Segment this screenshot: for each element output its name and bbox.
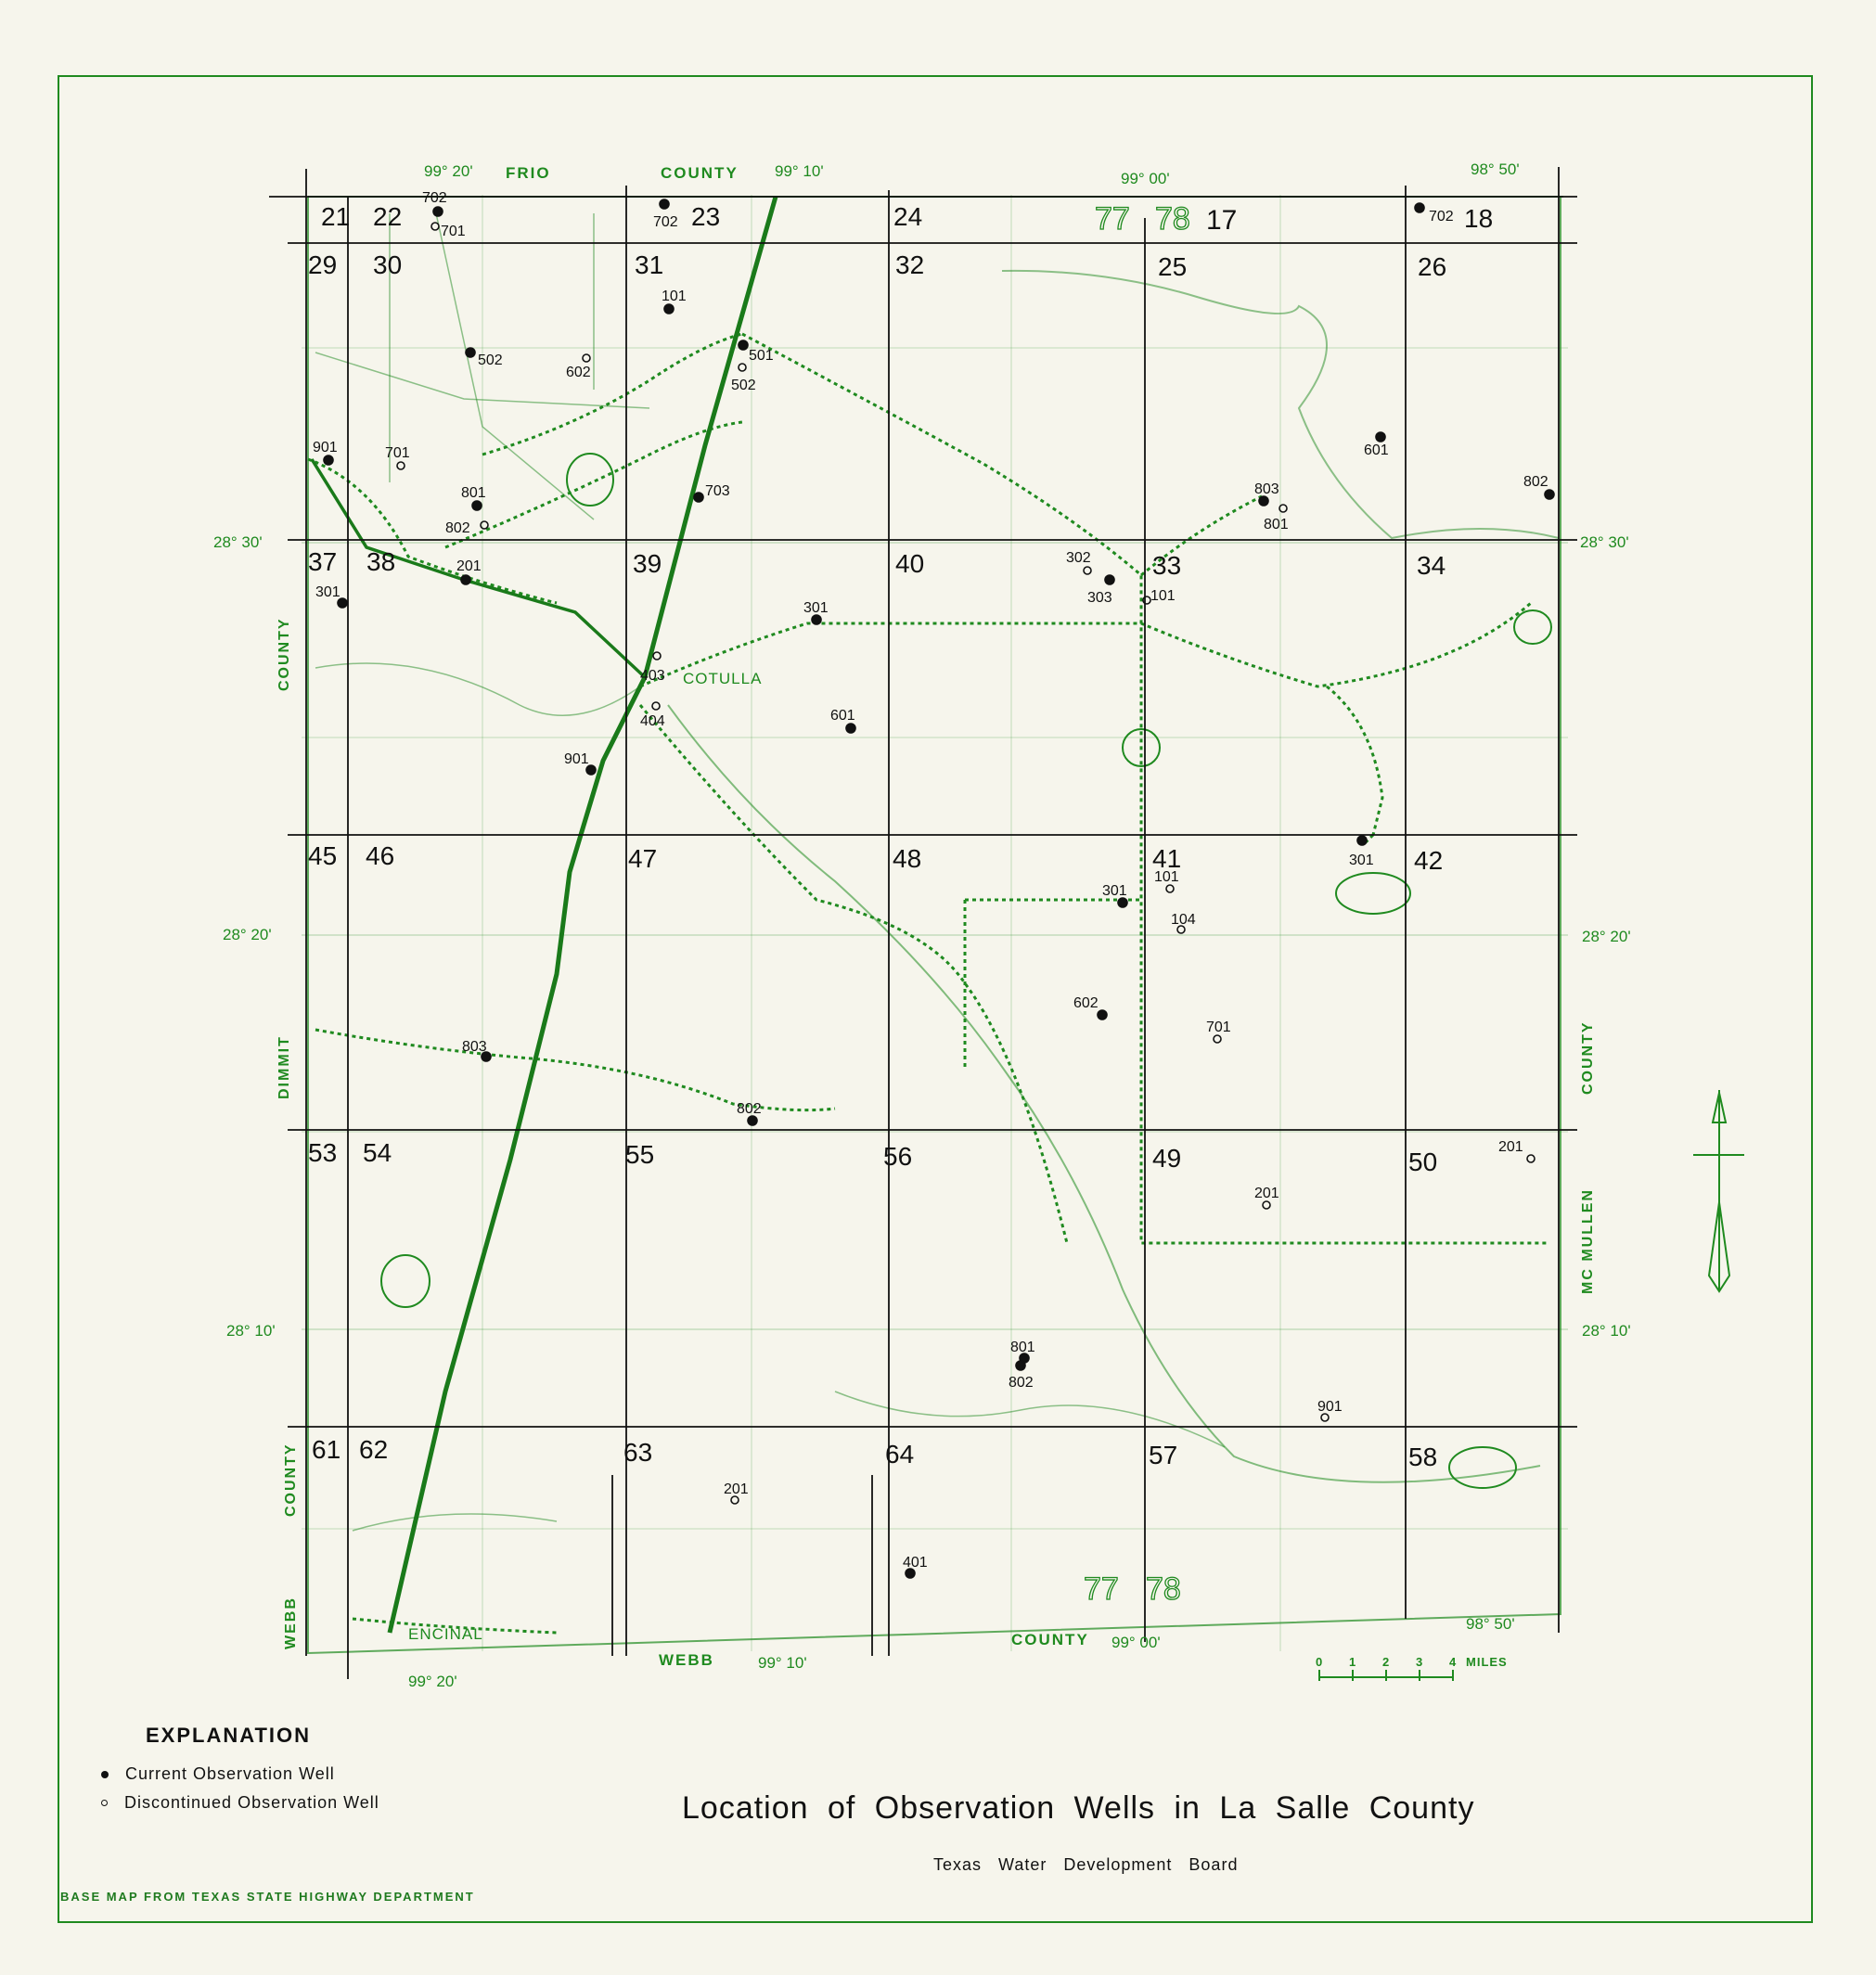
well-number: 501	[749, 348, 774, 364]
county-label-webb: WEBB	[283, 1597, 299, 1649]
scale-bar	[1319, 1670, 1453, 1681]
current-well-marker	[461, 575, 470, 584]
town-label-encinal: ENCINAL	[408, 1625, 483, 1643]
latitude-label: 28° 20'	[1582, 928, 1631, 945]
well-number: 601	[830, 708, 855, 724]
zone-labels	[1084, 201, 1237, 1607]
quad-number: 57	[1149, 1441, 1178, 1469]
latitude-label: 28° 10'	[226, 1322, 276, 1340]
current-well-marker	[660, 199, 669, 209]
quad-number: 34	[1417, 551, 1446, 580]
discontinued-well-marker	[739, 364, 746, 371]
explanation-legend	[124, 1724, 379, 1822]
quad-number: 21	[321, 202, 351, 231]
well-number: 201	[1498, 1139, 1523, 1155]
current-well-marker	[324, 455, 333, 465]
well-number: 104	[1171, 912, 1196, 928]
well-number: 901	[1317, 1399, 1343, 1415]
quad-number: 45	[308, 841, 338, 870]
current-well-marker	[1016, 1361, 1025, 1370]
current-well-marker	[1357, 836, 1367, 845]
current-well-marker	[472, 501, 482, 510]
current-well-marker	[664, 304, 674, 314]
well-number: 701	[1206, 1020, 1231, 1035]
current-well-marker	[846, 724, 855, 733]
county-label-webb: WEBB	[659, 1651, 714, 1669]
quad-number: 47	[628, 844, 658, 873]
well-number: 401	[903, 1555, 928, 1571]
base-map-layer	[302, 195, 1568, 1653]
latitude-label: 28° 30'	[213, 533, 263, 551]
current-well-marker	[1105, 575, 1114, 584]
quad-number: 54	[363, 1138, 392, 1167]
legend-heading: EXPLANATION	[146, 1724, 312, 1747]
well-number: 303	[1087, 590, 1112, 606]
discontinued-well-marker	[1214, 1035, 1221, 1043]
longitude-label: 99° 10'	[758, 1654, 807, 1672]
quad-grid	[269, 167, 1577, 1679]
map-credit: BASE MAP FROM TEXAS STATE HIGHWAY DEPARTMENT	[60, 1890, 475, 1904]
well-number: 404	[640, 713, 665, 729]
quad-number: 55	[625, 1140, 655, 1169]
discontinued-well-icon	[101, 1800, 108, 1806]
discontinued-well-marker	[1166, 885, 1174, 892]
longitude-label: 99° 00'	[1111, 1634, 1161, 1651]
well-number: 101	[662, 289, 687, 304]
quad-number: 46	[366, 841, 395, 870]
well-number: 301	[803, 600, 829, 616]
quad-number: 37	[308, 547, 338, 576]
longitude-label: 99° 10'	[775, 162, 824, 180]
well-number: 801	[461, 485, 486, 501]
well-number: 901	[313, 440, 338, 455]
quad-number: 33	[1152, 551, 1182, 580]
well-number: 301	[1349, 853, 1374, 868]
latitude-label: 28° 20'	[223, 926, 272, 943]
well-number: 101	[1150, 588, 1176, 604]
quad-number: 48	[893, 844, 922, 873]
well-number: 703	[705, 483, 730, 499]
current-well-marker	[1098, 1010, 1107, 1020]
outer-frame	[58, 76, 1812, 1922]
quad-number: 23	[691, 202, 721, 231]
well-number: 801	[1010, 1340, 1035, 1355]
well-number: 803	[462, 1039, 487, 1055]
longitude-label: 99° 20'	[424, 162, 473, 180]
well-number: 901	[564, 751, 589, 767]
well-number: 802	[1009, 1375, 1034, 1391]
longitude-label: 99° 20'	[408, 1673, 457, 1690]
quad-number: 56	[883, 1142, 913, 1171]
quad-number: 49	[1152, 1144, 1182, 1173]
quad-number: 62	[359, 1435, 389, 1464]
zone-label: 78	[1155, 201, 1190, 237]
well-number: 803	[1254, 481, 1279, 497]
current-well-marker	[466, 348, 475, 357]
well-number: 101	[1154, 869, 1179, 885]
well-number: 502	[731, 378, 756, 393]
scale-tick-label: 0	[1316, 1655, 1323, 1669]
quad-number: 50	[1408, 1148, 1438, 1176]
current-well-marker	[739, 340, 748, 350]
discontinued-well-marker	[1263, 1201, 1270, 1209]
legend-discontinued	[124, 1793, 379, 1813]
quad-labels	[308, 202, 1493, 1471]
scale-tick-label: 1	[1349, 1655, 1356, 1669]
well-number: 802	[737, 1101, 762, 1117]
current-well-marker	[1118, 898, 1127, 907]
current-well-marker	[1415, 203, 1424, 212]
map-title: Location of Observation Wells in La Salle County	[682, 1790, 1475, 1826]
discontinued-well-marker	[653, 652, 661, 660]
quad-number: 22	[373, 202, 403, 231]
quad-number: 32	[895, 250, 925, 279]
well-number: 701	[441, 224, 466, 239]
discontinued-well-marker	[1084, 567, 1091, 574]
well-number: 702	[1429, 209, 1454, 224]
legend-current	[125, 1764, 379, 1784]
highway-ih35	[312, 197, 776, 1633]
quad-number: 41	[1152, 844, 1182, 873]
zone-label: 17	[1206, 205, 1238, 236]
county-label: COUNTY	[661, 164, 739, 182]
quad-number: 38	[366, 547, 396, 576]
well-number: 701	[385, 445, 410, 461]
quad-number: 58	[1408, 1443, 1438, 1471]
quad-number: 64	[885, 1440, 915, 1468]
county-label: COUNTY	[276, 617, 292, 691]
wells-layer	[313, 190, 1554, 1578]
current-well-marker	[1259, 496, 1268, 506]
quad-number: 40	[895, 549, 925, 578]
zone-label: 77	[1095, 201, 1130, 237]
quad-number: 30	[373, 250, 403, 279]
county-label: COUNTY	[1580, 1020, 1596, 1095]
well-number: 802	[1523, 474, 1548, 490]
well-number: 702	[653, 214, 678, 230]
county-label-dimmit: DIMMIT	[276, 1035, 292, 1099]
scale-labels	[1316, 1161, 1707, 1669]
well-number: 302	[1066, 550, 1091, 566]
scale-tick-label: 3	[1416, 1655, 1423, 1669]
longitude-label: 98° 50'	[1471, 160, 1520, 178]
discontinued-well-marker	[583, 354, 590, 362]
discontinued-well-marker	[431, 223, 439, 230]
latitude-label: 28° 30'	[1580, 533, 1629, 551]
well-number: 801	[1264, 517, 1289, 532]
county-label-frio: FRIO	[506, 164, 551, 182]
well-number: 403	[640, 668, 665, 684]
well-number: 201	[1254, 1186, 1279, 1201]
well-number: 201	[456, 558, 482, 574]
current-well-marker	[812, 615, 821, 624]
well-number: 601	[1364, 442, 1389, 458]
discontinued-well-marker	[481, 521, 488, 529]
scale-tick-label: 2	[1382, 1655, 1390, 1669]
longitude-label: 98° 50'	[1466, 1615, 1515, 1633]
county-label: COUNTY	[1011, 1631, 1089, 1648]
legend-current-label: Current Observation Well	[125, 1764, 335, 1783]
north-arrow-icon	[1693, 1090, 1744, 1291]
well-number: 301	[315, 584, 341, 600]
legend-discontinued-label: Discontinued Observation Well	[124, 1793, 379, 1812]
county-label-mcmullen: MC MULLEN	[1580, 1188, 1596, 1294]
zone-label: 77	[1084, 1571, 1119, 1607]
discontinued-well-marker	[1527, 1155, 1535, 1162]
discontinued-well-marker	[1321, 1414, 1329, 1421]
quad-number: 63	[623, 1438, 653, 1467]
current-well-marker	[1545, 490, 1554, 499]
current-well-marker	[694, 493, 703, 502]
well-number: 602	[1073, 995, 1099, 1011]
quad-number: 42	[1414, 846, 1444, 875]
discontinued-well-marker	[731, 1496, 739, 1504]
quad-number: 31	[635, 250, 664, 279]
well-number: 602	[566, 365, 591, 380]
current-well-marker	[433, 207, 443, 216]
county-label: COUNTY	[283, 1443, 299, 1517]
current-well-icon	[101, 1771, 109, 1778]
scale-unit-label: MILES	[1466, 1655, 1508, 1669]
well-number: 702	[422, 190, 447, 206]
well-number: 201	[724, 1481, 749, 1497]
discontinued-well-marker	[397, 462, 405, 469]
quad-number: 25	[1158, 252, 1188, 281]
well-number: 802	[445, 520, 470, 536]
longitude-label: 99° 00'	[1121, 170, 1170, 187]
quad-number: 26	[1418, 252, 1447, 281]
scale-tick-label: 4	[1449, 1655, 1457, 1669]
quad-number: 29	[308, 250, 338, 279]
well-number: 301	[1102, 883, 1127, 899]
current-well-marker	[748, 1116, 757, 1125]
quad-number: 53	[308, 1138, 338, 1167]
quad-number: 18	[1464, 204, 1494, 233]
quad-number: 24	[893, 202, 923, 231]
current-well-marker	[1376, 432, 1385, 442]
quad-number: 39	[633, 549, 662, 578]
zone-label: 78	[1146, 1571, 1181, 1607]
quad-number: 61	[312, 1435, 341, 1464]
discontinued-well-marker	[652, 702, 660, 710]
well-number: 502	[478, 353, 503, 368]
map-subtitle: Texas Water Development Board	[933, 1855, 1239, 1874]
town-label-cotulla: COTULLA	[683, 670, 763, 687]
latitude-label: 28° 10'	[1582, 1322, 1631, 1340]
